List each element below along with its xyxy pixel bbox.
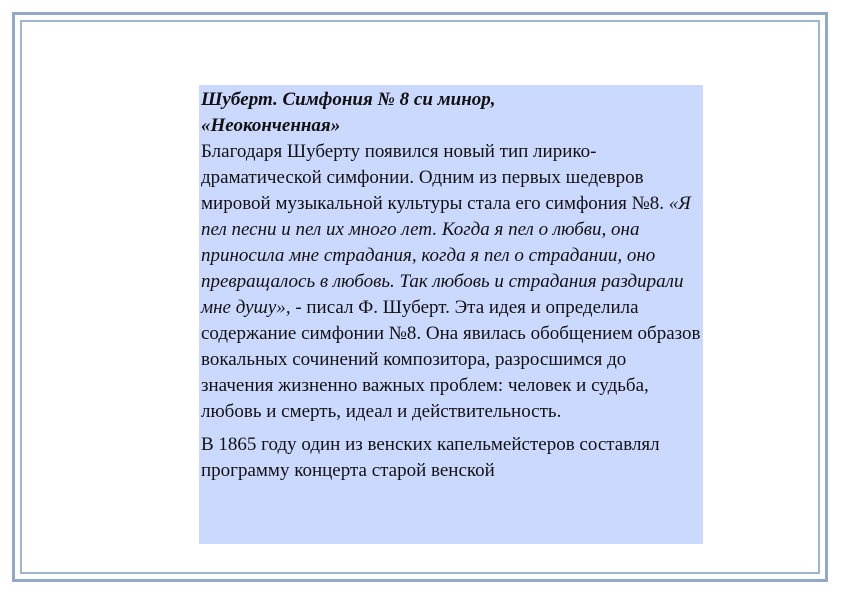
- paragraph-1: [201, 139, 703, 425]
- schubert-quote: «Я пел песни и пел их много лет. Когда я пел о любви, она приносила мне страдания, когда я пел о страдании, оно превращалось в любовь. Так любовь и страдания раздирали мне душу»: [201, 193, 691, 318]
- slide-title-line-1: Шуберт. Симфония № 8 си минор,: [201, 89, 496, 110]
- paragraph-1-outro: , - писал Ф. Шуберт. Эта идея и определила содержание симфонии №8. Она явилась обобщением образов вокальных сочинений композитора, разросшимся до значения жизненно важных проблем: человек и судьба, любовь и смерть, идеал и действительность.: [201, 297, 701, 422]
- paragraph-2: В 1865 году один из венских капельмейстеров составлял программу концерта старой венской: [201, 434, 660, 481]
- slide-text-box: [199, 85, 703, 544]
- paragraph-1-intro: Благодаря Шуберту появился новый тип лирико-драматической симфонии. Одним из первых шедевров мировой музыкальной культуры стала его симфония №8.: [201, 141, 669, 214]
- slide-title-line-2: «Неоконченная»: [201, 115, 341, 136]
- slide-title: [201, 87, 703, 139]
